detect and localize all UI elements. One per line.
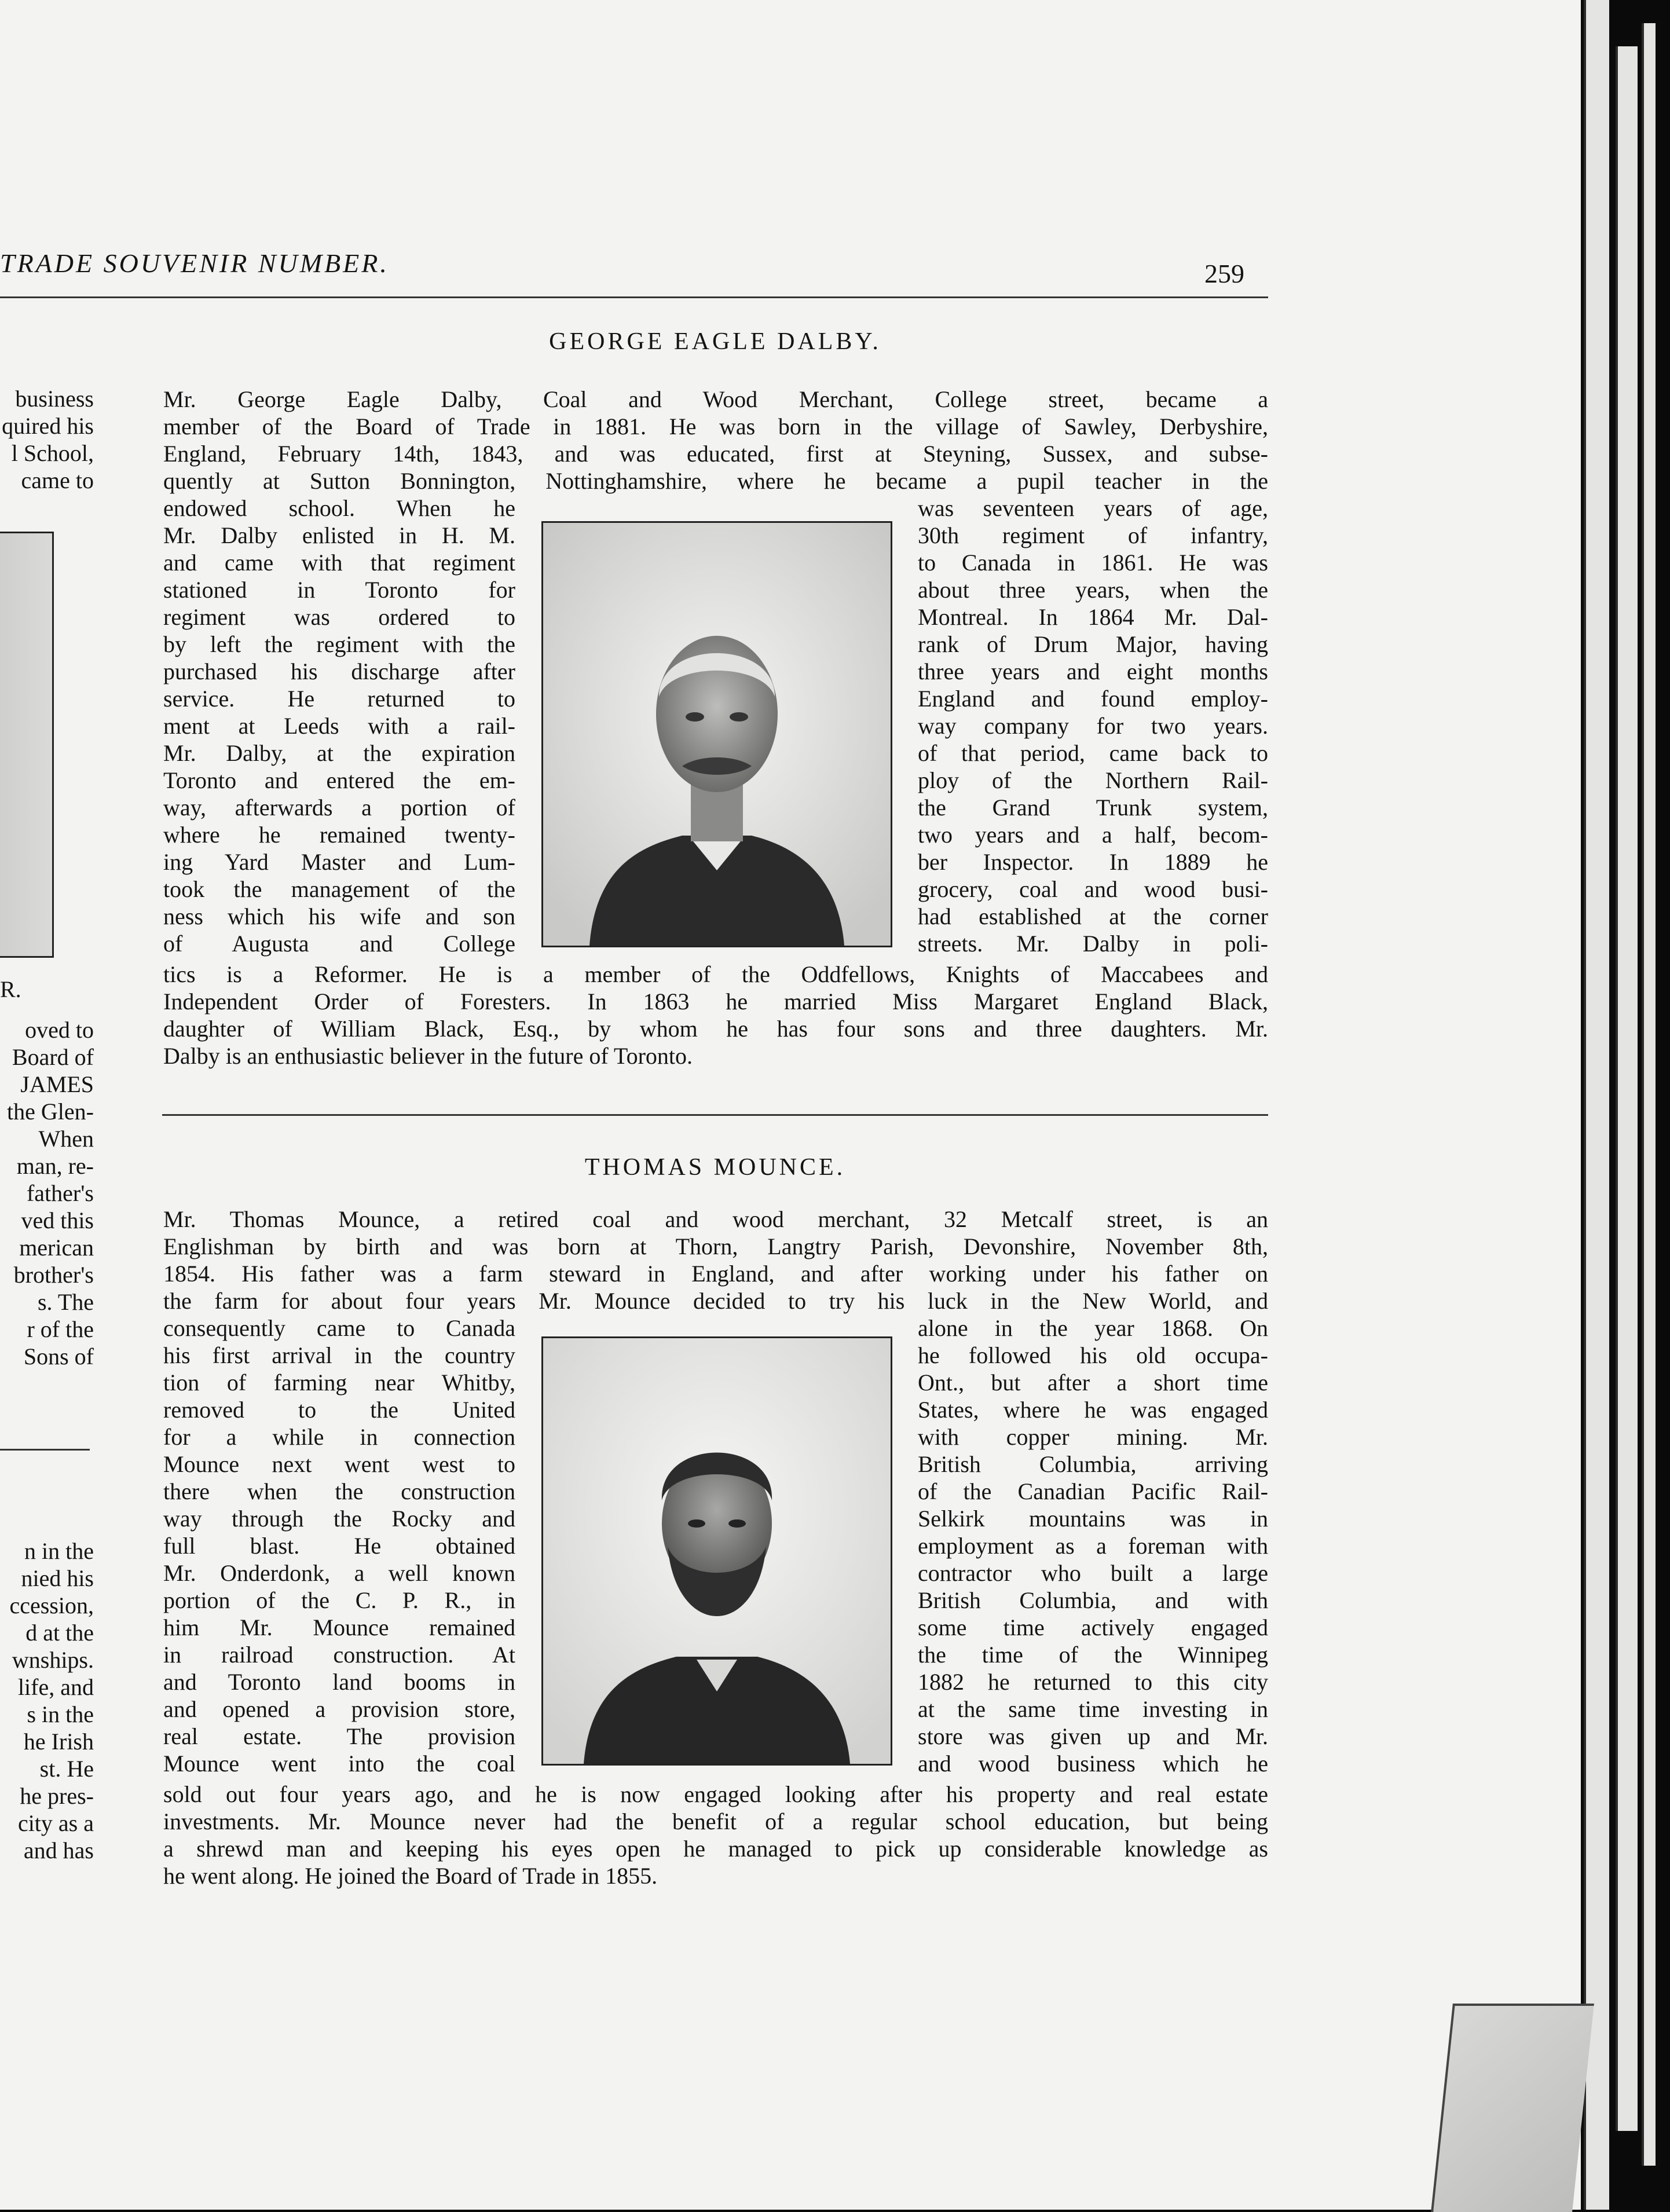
page-edge — [1616, 46, 1638, 2131]
dalby-left-column: endowed school. When he Mr. Dalby enlisted in H. M. and came with that regiment stationed in Toronto for regiment was ordered to by left the regiment with the purchased his discharge after service. He returned to ment at Leeds with a rail- Mr. Dalby, at the expiration Toronto and entered the em- way, afterwards a portion of where he remained twenty- ing Yard Master and Lum- took the management of the ness which his wife and son of Augusta and College — [163, 495, 515, 957]
dalby-right-column: was seventeen years of age, 30th regiment of infantry, to Canada in 1861. He was about three years, when the Montreal. In 1864 Mr. Dal- rank of Drum Major, having three years and eight months England and found employ- way company for two years. of that period, came back to ploy of the Northern Rail- the Grand Trunk system, two years and a half, becom- ber Inspector. In 1889 he grocery, coal and wood busi- had established at the corner streets. Mr. Dalby in poli- — [918, 495, 1268, 957]
page-number: 259 — [1204, 259, 1244, 288]
section-divider — [162, 1114, 1268, 1116]
left-fragment-photo — [0, 532, 54, 958]
header-rule — [0, 296, 1268, 298]
page-edge — [1584, 0, 1609, 2210]
left-fragment-middle: oved to Board of JAMES the Glen- When man, re- father's ved this merican brother's s. The r of the Sons of — [7, 1017, 94, 1369]
article-title-mounce: THOMAS MOUNCE. — [584, 1154, 846, 1181]
mounce-right-column: alone in the year 1868. On he followed his old occupa- Ont., but after a short time States, where he was engaged with copper mining. Mr. British Columbia, arriving of the Canadian Pacific Rail- Selkirk mountains was in employment as a foreman with contractor who built a large British Columbia, and with some time actively engaged the time of the Winnipeg 1882 he returned to this city at the same time investing in store was given up and Mr. and wood business which he — [918, 1315, 1268, 1777]
left-fragment-top: business quired his l School, came to — [2, 386, 94, 493]
mounce-closing: sold out four years ago, and he is now engaged looking after his property and real estate investments. Mr. Mounce never had the benefit of a regular school education, but being a shrewd man and keeping his eyes open he managed to pick up considerable knowledge as he went along. He joined the Board of Trade in 1855. — [163, 1781, 1268, 1889]
left-fragment-caption: R. — [0, 976, 21, 1002]
left-fragment-bottom: n in the nied his ccession, d at the wnships. life, and s in the he Irish st. He he pres- city as a and has — [9, 1538, 94, 1863]
mounce-portrait — [541, 1336, 892, 1766]
running-title: TRADE SOUVENIR NUMBER. — [0, 248, 389, 278]
portrait-icon — [543, 523, 891, 946]
dalby-intro: Mr. George Eagle Dalby, Coal and Wood Merchant, College street, became a member of the Board of Trade in 1881. He was born in the village of Sawley, Derbyshire, England, February 14th, 1843, and was educated, first at Steyning, Sussex, and subse- quently at Sutton Bonnington, Nottinghamshire, where he became a pupil teacher in the — [163, 386, 1268, 494]
dalby-portrait — [541, 521, 892, 947]
portrait-icon — [543, 1338, 891, 1764]
page-edge — [1642, 23, 1656, 2166]
page-corner — [1431, 2004, 1594, 2212]
dalby-closing: tics is a Reformer. He is a member of the Oddfellows, Knights of Maccabees and Independent Order of Foresters. In 1863 he married Miss Margaret England Black, daughter of William Black, Esq., by whom he has four sons and three daughters. Mr. Dalby is an enthusiastic believer in the future of Toronto. — [163, 961, 1268, 1069]
left-fragment-rule — [0, 1449, 90, 1451]
mounce-intro: Mr. Thomas Mounce, a retired coal and wood merchant, 32 Metcalf street, is an Englishman by birth and was born at Thorn, Langtry Parish, Devonshire, November 8th, 1854. His father was a farm steward in England, and after working under his father on the farm for about four years Mr. Mounce decided to try his luck in the New World, and — [163, 1206, 1268, 1314]
article-title-dalby: GEORGE EAGLE DALBY. — [549, 328, 881, 355]
mounce-left-column: consequently came to Canada his first arrival in the country tion of farming near Whitby, removed to the United for a while in connection Mounce next went west to there when the construction way through the Rocky and full blast. He obtained Mr. Onderdonk, a well known portion of the C. P. R., in him Mr. Mounce remained in railroad construction. At and Toronto land booms in and opened a provision store, real estate. The provision Mounce went into the coal — [163, 1315, 515, 1777]
